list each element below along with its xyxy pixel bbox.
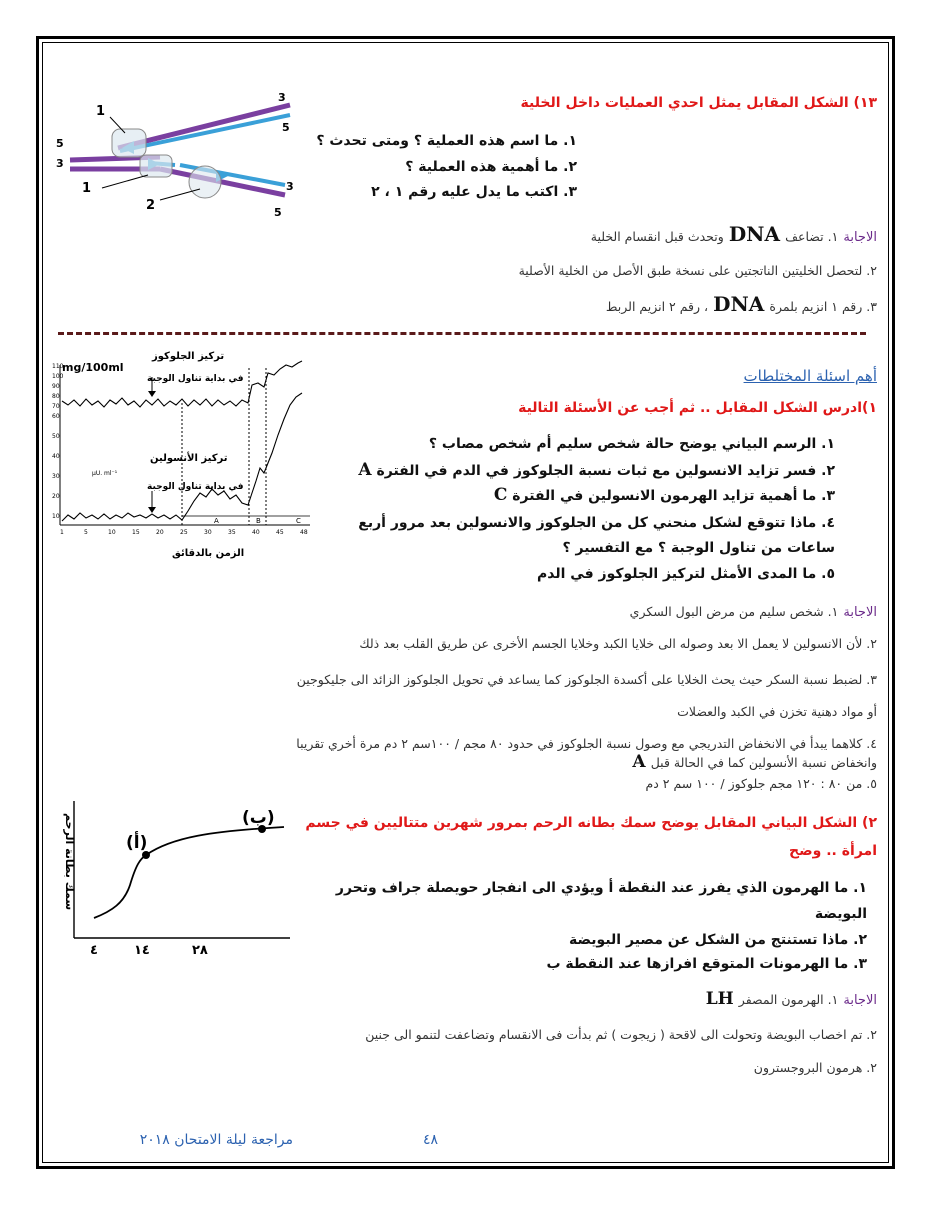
glucose-insulin-chart [52, 343, 317, 563]
y-tick-label: 110 [52, 363, 64, 370]
enzyme-1-top [112, 129, 146, 157]
mixed-q1-item-4: ٤. ماذا تتوقع لشكل منحني كل من الجلوكوز والانسولين بعد مرور أربع [358, 515, 835, 531]
period-a-term: A [358, 460, 372, 480]
mixed-q1-item-3: ٣. ما أهمية تزايد الهرمون الانسولين في الفترة C [493, 485, 835, 505]
dna-term: DNA [713, 292, 765, 316]
q13-item-1: ١. ما اسم هذه العملية ؟ ومتى تحدث ؟ [316, 133, 577, 149]
answer-label: الاجابة [843, 605, 877, 620]
x-tick-label: 15 [132, 529, 140, 536]
y-tick-label: 90 [52, 383, 60, 390]
x-tick-label: 5 [84, 529, 88, 536]
meal-note-bottom: في بداية تناول الوجبة [147, 482, 244, 492]
mixed-q2-item-1-cont: البويضة [814, 906, 867, 922]
period-a-term: A [632, 752, 646, 772]
q13-answer-1: الاجابة ١. تضاعف DNA وتحدث قبل انقسام الخلية [590, 222, 877, 246]
mixed-q2-answer-3: ٢. هرمون البروجسترون [753, 1060, 877, 1075]
answer-label: الاجابة [843, 230, 877, 245]
period-label-b: B [256, 517, 261, 525]
mixed-q1-answer-3: ٣. لضبط نسبة السكر حيث يحث الخلايا على أكسدة الجلوكوز كما يساعد في تحويل الجلوكوز الزائد الى جليكوجين [296, 672, 877, 687]
y-tick-label: 70 [52, 403, 60, 410]
q13-title: ١٣) الشكل المقابل يمثل احدي العمليات داخل الخلية [520, 95, 877, 111]
mixed-q1-answer-2: ٢. لأن الانسولين لا يعمل الا بعد وصوله الى خلايا الكبد وخلايا الجسم الأخرى عن طريق القلب بعد ذلك [359, 636, 877, 651]
section-divider [58, 332, 866, 335]
insulin-unit: μU. ml⁻¹ [92, 470, 118, 477]
x-tick-label: 40 [252, 529, 260, 536]
mixed-q2-answer-1: الاجابة ١. الهرمون المصفر LH [705, 989, 877, 1009]
q13-item-2: ٢. ما أهمية هذه العملية ؟ [405, 159, 577, 175]
enzyme-1-bottom [140, 155, 172, 177]
mixed-q1-answer-3-cont: أو مواد دهنية تخزن في الكبد والعضلات [677, 704, 877, 719]
mixed-q2-item-2: ٢. ماذا تستنتج من الشكل عن مصير البويضة [569, 932, 867, 948]
x-axis-label: الزمن بالدقائق [172, 548, 245, 559]
glucose-title: تركيز الجلوكوز [152, 351, 225, 362]
label-1-top: 1 [96, 104, 106, 119]
glucose-unit: mg/100ml [62, 361, 124, 374]
x-tick-4: ٤ [90, 943, 98, 958]
y-tick-label: 20 [52, 493, 60, 500]
y-tick-label: 80 [52, 393, 60, 400]
x-tick-label: 20 [156, 529, 164, 536]
thickness-curve [94, 827, 284, 918]
mixed-q2-item-1: ١. ما الهرمون الذي يفرز عند النقطة أ ويؤدي الى انفجار حويصلة جراف وتحرر [335, 880, 867, 896]
mixed-q2-answer-2: ٢. تم اخصاب البويضة وتحولت الى لاقحة ( زيجوت ) ثم بدأت فى الانقسام وتضاعفت لتنمو الى جنين [365, 1027, 877, 1042]
x-tick-label: 35 [228, 529, 236, 536]
dna-term: DNA [728, 222, 780, 246]
mixed-q1-title: ١)ادرس الشكل المقابل .. ثم أجب عن الأسئلة التالية [518, 400, 877, 416]
label-5-left: 5 [56, 137, 64, 150]
q13-item-3: ٣. اكتب ما يدل عليه رقم ١ ، ٢ [371, 184, 577, 200]
y-tick-label: 10 [52, 513, 60, 520]
point-a-label: (أ) [126, 833, 148, 853]
x-tick-label: 30 [204, 529, 212, 536]
mixed-q1-item-4-cont: ساعات من تناول الوجبة ؟ مع التفسير ؟ [562, 540, 835, 556]
mixed-q1-answer-1: الاجابة ١. شخص سليم من مرض البول السكري [629, 604, 877, 620]
footer-text: مراجعة ليلة الامتحان ٢٠١٨ [139, 1132, 293, 1148]
y-tick-label: 50 [52, 433, 60, 440]
label-3-left: 3 [56, 157, 64, 170]
y-tick-label: 40 [52, 453, 60, 460]
mixed-q1-item-1: ١. الرسم البياني يوضح حالة شخص سليم أم شخص مصاب ؟ [428, 436, 835, 452]
answer-label: الاجابة [843, 993, 877, 1008]
chart-tick-labels [52, 363, 308, 536]
section-title: أهم اسئلة المختلطات [743, 367, 877, 385]
label-5-right: 5 [274, 206, 282, 219]
enzyme-2 [189, 166, 221, 198]
x-tick-label: 25 [180, 529, 188, 536]
label-2: 2 [146, 198, 156, 213]
x-tick-label: 10 [108, 529, 116, 536]
x-tick-label: 45 [276, 529, 284, 536]
x-tick-28: ٢٨ [192, 943, 208, 958]
point-b-label: (ب) [242, 808, 275, 828]
mixed-q2-item-3: ٣. ما الهرمونات المتوقع افرازها عند النقطة ب [546, 956, 867, 972]
lh-term: LH [705, 989, 734, 1009]
label-3-top: 3 [278, 91, 286, 104]
label-1-bottom: 1 [82, 181, 92, 196]
y-tick-label: 60 [52, 413, 60, 420]
mixed-q2-title-line-2: امرأة .. وضح [789, 843, 877, 859]
y-tick-label: 30 [52, 473, 60, 480]
y-tick-label: 100 [52, 373, 64, 380]
mixed-q1-answer-4: ٤. كلاهما يبدأ في الانخفاض التدريجي مع وصول نسبة الجلوكوز في حدود ٨٠ مجم / ١٠٠سم ٢ دم مرة أخري تقريبا [296, 736, 877, 751]
period-label-c: C [296, 517, 301, 525]
y-axis-label: سمك بطانة الرحم [63, 813, 76, 911]
meal-note-top: في بداية تناول الوجبة [147, 374, 244, 384]
page-number: ٤٨ [423, 1132, 439, 1148]
mixed-q1-item-2: ٢. فسر تزايد الانسولين مع ثبات نسبة الجلوكوز في الدم في الفترة A [358, 460, 835, 480]
mixed-q2-title-line-1: ٢) الشكل البياني المقابل يوضح سمك بطانه الرحم بمرور شهرين متتاليين في جسم [305, 815, 877, 831]
mixed-q1-item-5: ٥. ما المدى الأمثل لتركيز الجلوكوز في الدم [537, 566, 835, 582]
mixed-q1-answer-5: ٥. من ٨٠ : ١٢٠ مجم جلوكوز / ١٠٠ سم ٢ دم [645, 776, 877, 791]
label-5-top: 5 [282, 121, 290, 134]
x-tick-14: ١٤ [134, 943, 150, 958]
label-3-right: 3 [286, 180, 294, 193]
q13-answer-2: ٢. لتحصل الخليتين الناتجتين على نسخة طبق الأصل من الخلية الأصلية [518, 263, 877, 278]
endometrium-thickness-graph [52, 793, 302, 968]
x-tick-label: 1 [60, 529, 64, 536]
x-tick-label: 48 [300, 529, 308, 536]
mixed-q1-answer-4-cont: وانخفاض نسبة الأنسولين كما في الحالة قبل A [632, 752, 877, 772]
q13-answer-3: ٣. رقم ١ انزيم بلمرة DNA ، رقم ٢ انزيم الربط [605, 292, 877, 316]
dna-replication-diagram [50, 85, 310, 220]
period-c-term: C [493, 485, 508, 505]
insulin-title: تركيز الأنسولين [150, 453, 228, 464]
period-label-a: A [214, 517, 219, 525]
